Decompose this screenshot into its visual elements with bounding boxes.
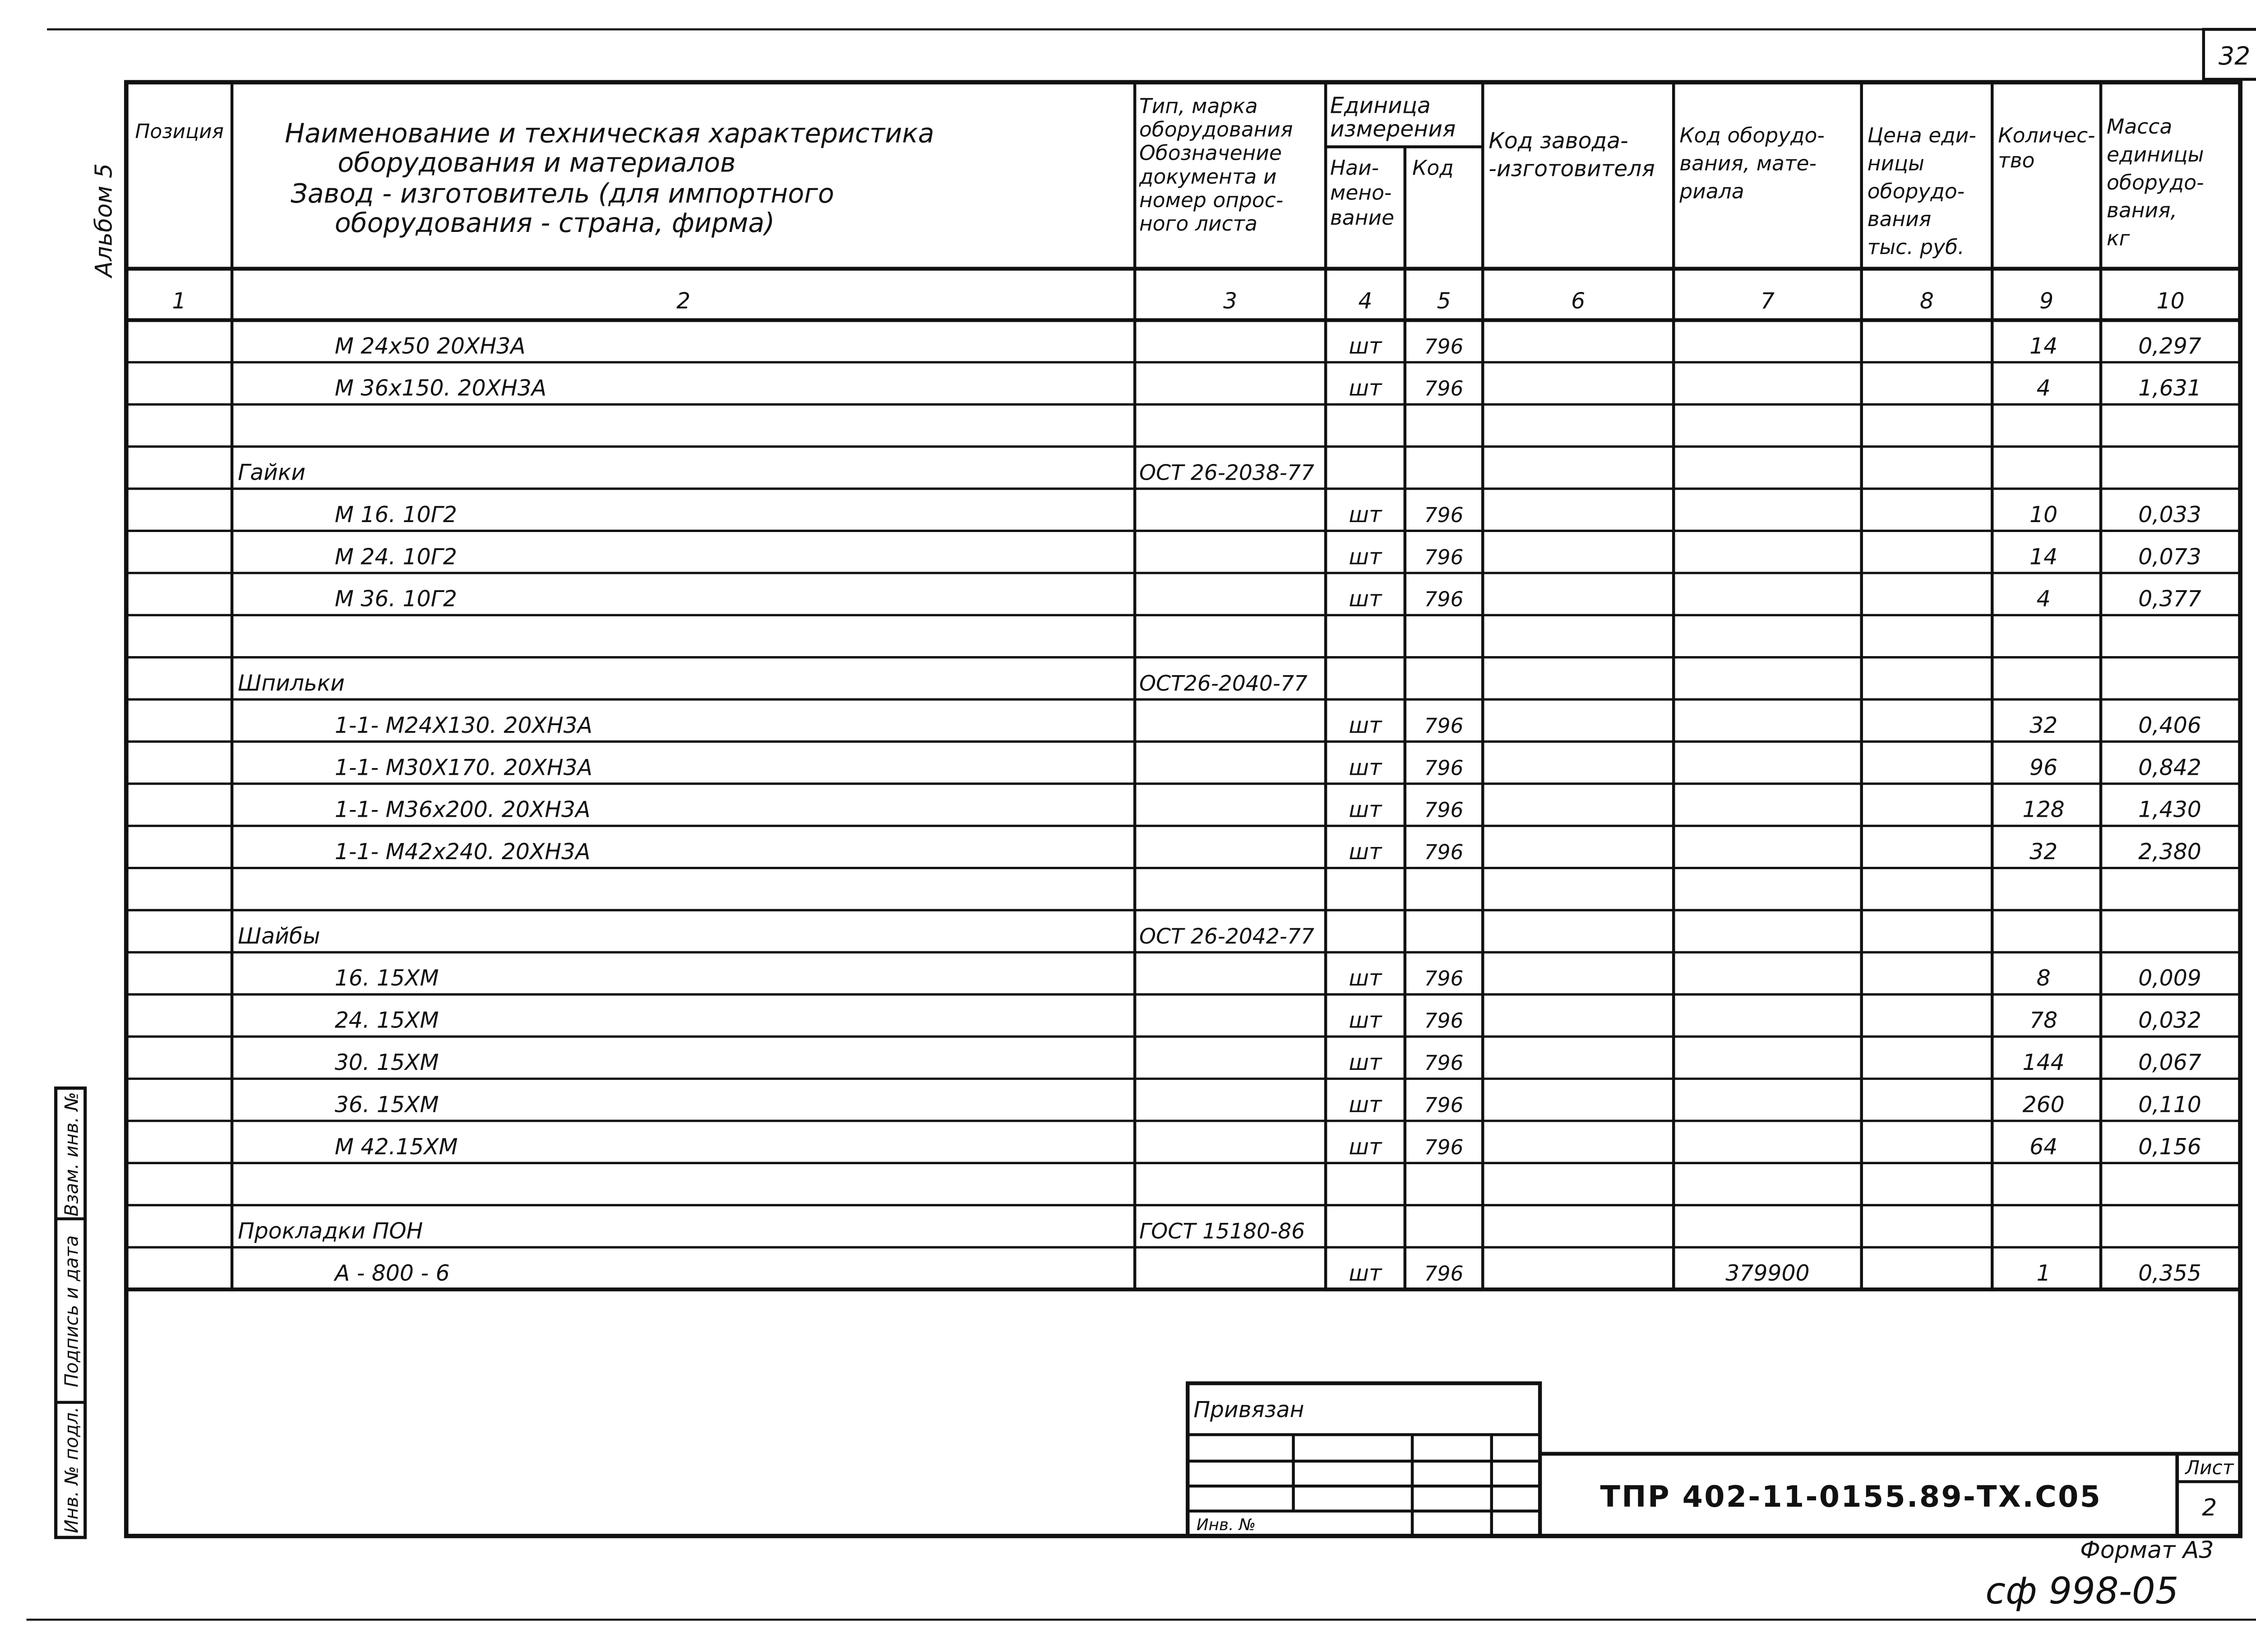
specification-table <box>126 82 2240 1289</box>
unit-name: шт <box>1349 333 1382 359</box>
unit-code: 796 <box>1424 840 1464 865</box>
item-name: 1-1- М30Х170. 20ХН3А <box>334 754 593 781</box>
unit-name: шт <box>1349 796 1382 823</box>
unit-mass: 0,033 <box>2138 501 2201 528</box>
unit-name: шт <box>1349 586 1382 612</box>
header-name: Наименование и техническая характеристика <box>285 118 934 149</box>
header-unit-name: мено- <box>1330 180 1392 205</box>
header-name: оборудования - страна, фирма) <box>334 208 775 239</box>
header-unit-name: Наи- <box>1330 156 1379 180</box>
quantity: 10 <box>2029 501 2058 528</box>
item-name: 1-1- М36х200. 20ХН3А <box>334 796 591 823</box>
unit-name: шт <box>1349 712 1382 738</box>
quantity: 1 <box>2036 1260 2051 1286</box>
unit-mass: 2,380 <box>2138 839 2201 865</box>
group-title: Шпильки <box>238 670 345 696</box>
unit-code: 796 <box>1424 334 1464 359</box>
column-number: 7 <box>1760 288 1775 314</box>
item-name: 1-1- М42х240. 20ХН3А <box>334 839 591 865</box>
unit-mass: 0,110 <box>2138 1092 2201 1118</box>
header-unit-price: вания <box>1867 207 1932 231</box>
header-name: Завод - изготовитель (для импортного <box>291 178 834 209</box>
unit-mass: 1,430 <box>2138 796 2201 823</box>
side-stamp <box>56 1088 85 1537</box>
header-factory-code: -изготовителя <box>1489 156 1655 182</box>
unit-code: 796 <box>1424 1009 1464 1033</box>
header-type-document: ного листа <box>1139 211 1257 236</box>
header-unit-mass: единицы <box>2107 142 2204 167</box>
header-material-code: риала <box>1679 179 1744 204</box>
privyazan-label: Привязан <box>1193 1397 1304 1423</box>
header-quantity: Количес- <box>1998 123 2095 148</box>
unit-code: 796 <box>1424 798 1464 822</box>
archive-code: сф 998-05 <box>1985 1569 2179 1613</box>
quantity: 14 <box>2029 333 2058 359</box>
item-name: 30. 15ХМ <box>334 1050 439 1076</box>
list-number: 2 <box>2202 1494 2217 1522</box>
unit-code: 796 <box>1424 503 1464 527</box>
side-stamp-inv-podl: Инв. № подл. <box>60 1407 83 1533</box>
header-unit-price: тыс. руб. <box>1867 235 1965 259</box>
header-factory-code: Код завода- <box>1489 128 1628 154</box>
unit-name: шт <box>1349 754 1382 781</box>
group-title: Шайбы <box>238 923 320 949</box>
column-number: 8 <box>1919 288 1934 314</box>
item-name: М 16. 10Г2 <box>334 501 457 528</box>
header-unit: Единица <box>1330 93 1431 119</box>
unit-code: 796 <box>1424 545 1464 569</box>
column-number: 9 <box>2039 288 2054 314</box>
inv-no-label: Инв. № <box>1196 1515 1256 1534</box>
group-title: Гайки <box>238 459 306 486</box>
group-title: Прокладки ПОН <box>238 1218 423 1244</box>
quantity: 260 <box>2022 1092 2065 1118</box>
column-number: 1 <box>172 288 186 314</box>
column-number: 5 <box>1437 288 1451 314</box>
quantity: 4 <box>2036 586 2051 612</box>
header-type-document: Обозначение <box>1139 141 1282 165</box>
column-number: 6 <box>1571 288 1586 314</box>
header-material-code: Код оборудо- <box>1679 123 1825 148</box>
header-unit-name: вание <box>1330 205 1394 230</box>
unit-mass: 0,156 <box>2138 1134 2201 1160</box>
header-type-document: оборудования <box>1139 117 1293 142</box>
unit-name: шт <box>1349 544 1382 570</box>
side-stamp-signature-date: Подпись и дата <box>60 1235 83 1388</box>
header-unit-code: Код <box>1412 156 1454 180</box>
header-unit-price: Цена еди- <box>1867 123 1976 148</box>
title-block <box>1540 1454 2240 1536</box>
quantity: 78 <box>2029 1007 2058 1033</box>
header-type-document: номер опрос- <box>1139 188 1284 212</box>
unit-name: шт <box>1349 1092 1382 1118</box>
header-unit-mass: оборудо- <box>2107 170 2204 194</box>
unit-name: шт <box>1349 1007 1382 1033</box>
header-unit-mass: Масса <box>2107 115 2173 139</box>
header-unit-mass: вания, <box>2107 198 2177 222</box>
standard-document: ОСТ26-2040-77 <box>1139 671 1308 696</box>
sheet-number: 32 <box>2218 42 2251 71</box>
unit-mass: 1,631 <box>2138 375 2201 401</box>
unit-code: 796 <box>1424 713 1464 738</box>
unit-mass: 0,406 <box>2138 712 2201 738</box>
unit-code: 796 <box>1424 587 1464 611</box>
quantity: 128 <box>2022 796 2065 823</box>
unit-mass: 0,355 <box>2138 1260 2201 1286</box>
side-stamp-vzam-inv: Взам. инв. № <box>60 1092 83 1217</box>
unit-code: 796 <box>1424 967 1464 991</box>
unit-mass: 0,842 <box>2138 754 2201 781</box>
quantity: 96 <box>2029 754 2058 781</box>
header-type-document: Тип, марка <box>1139 94 1258 118</box>
header-unit-mass: кг <box>2107 226 2130 250</box>
standard-document: ГОСТ 15180-86 <box>1139 1219 1305 1244</box>
item-name: М 36х150. 20ХН3А <box>334 375 547 401</box>
unit-code: 796 <box>1424 1093 1464 1117</box>
unit-mass: 0,009 <box>2138 965 2201 991</box>
column-number: 4 <box>1358 288 1373 314</box>
unit-name: шт <box>1349 501 1382 528</box>
quantity: 64 <box>2029 1134 2058 1160</box>
item-name: М 42.15ХМ <box>334 1134 458 1160</box>
quantity: 144 <box>2022 1050 2065 1076</box>
document-designation: ТПР 402-11-0155.89-ТХ.С05 <box>1600 1480 2102 1514</box>
unit-mass: 0,377 <box>2138 586 2201 612</box>
quantity: 14 <box>2029 544 2058 570</box>
unit-code: 796 <box>1424 1135 1464 1159</box>
column-number: 2 <box>676 288 691 314</box>
unit-name: шт <box>1349 1260 1382 1286</box>
unit-code: 796 <box>1424 756 1464 780</box>
header-quantity: тво <box>1998 148 2035 172</box>
unit-mass: 0,297 <box>2138 333 2201 359</box>
format-label: Формат А3 <box>2080 1536 2214 1564</box>
unit-mass: 0,032 <box>2138 1007 2201 1033</box>
unit-name: шт <box>1349 965 1382 991</box>
column-number: 3 <box>1223 288 1238 314</box>
standard-document: ОСТ 26-2038-77 <box>1139 460 1314 486</box>
item-name: А - 800 - 6 <box>334 1260 450 1286</box>
item-name: 1-1- М24Х130. 20ХН3А <box>334 712 593 738</box>
material-code: 379900 <box>1725 1260 1810 1286</box>
header-position: Позиция <box>135 120 224 143</box>
quantity: 32 <box>2029 712 2058 738</box>
quantity: 32 <box>2029 839 2058 865</box>
unit-name: шт <box>1349 1134 1382 1160</box>
unit-name: шт <box>1349 1050 1382 1076</box>
item-name: М 36. 10Г2 <box>334 586 457 612</box>
unit-mass: 0,067 <box>2138 1050 2201 1076</box>
quantity: 4 <box>2036 375 2051 401</box>
quantity: 8 <box>2036 965 2051 991</box>
unit-name: шт <box>1349 375 1382 401</box>
header-name: оборудования и материалов <box>337 147 736 178</box>
list-label: Лист <box>2185 1457 2234 1479</box>
header-type-document: документа и <box>1139 164 1277 189</box>
unit-code: 796 <box>1424 1262 1464 1286</box>
header-material-code: вания, мате- <box>1679 151 1817 176</box>
standard-document: ОСТ 26-2042-77 <box>1139 924 1314 949</box>
header-unit-price: ницы <box>1867 151 1925 176</box>
item-name: 16. 15ХМ <box>334 965 439 991</box>
unit-code: 796 <box>1424 376 1464 401</box>
item-name: М 24. 10Г2 <box>334 544 457 570</box>
item-name: М 24х50 20ХН3А <box>334 333 526 359</box>
binding-block <box>1188 1383 1540 1536</box>
album-label: Альбом 5 <box>90 163 118 278</box>
header-unit-price: оборудо- <box>1867 179 1965 204</box>
item-name: 24. 15ХМ <box>334 1007 439 1033</box>
unit-mass: 0,073 <box>2138 544 2201 570</box>
item-name: 36. 15ХМ <box>334 1092 439 1118</box>
unit-name: шт <box>1349 839 1382 865</box>
header-unit: измерения <box>1330 116 1456 142</box>
unit-code: 796 <box>1424 1051 1464 1075</box>
column-number: 10 <box>2156 288 2185 314</box>
